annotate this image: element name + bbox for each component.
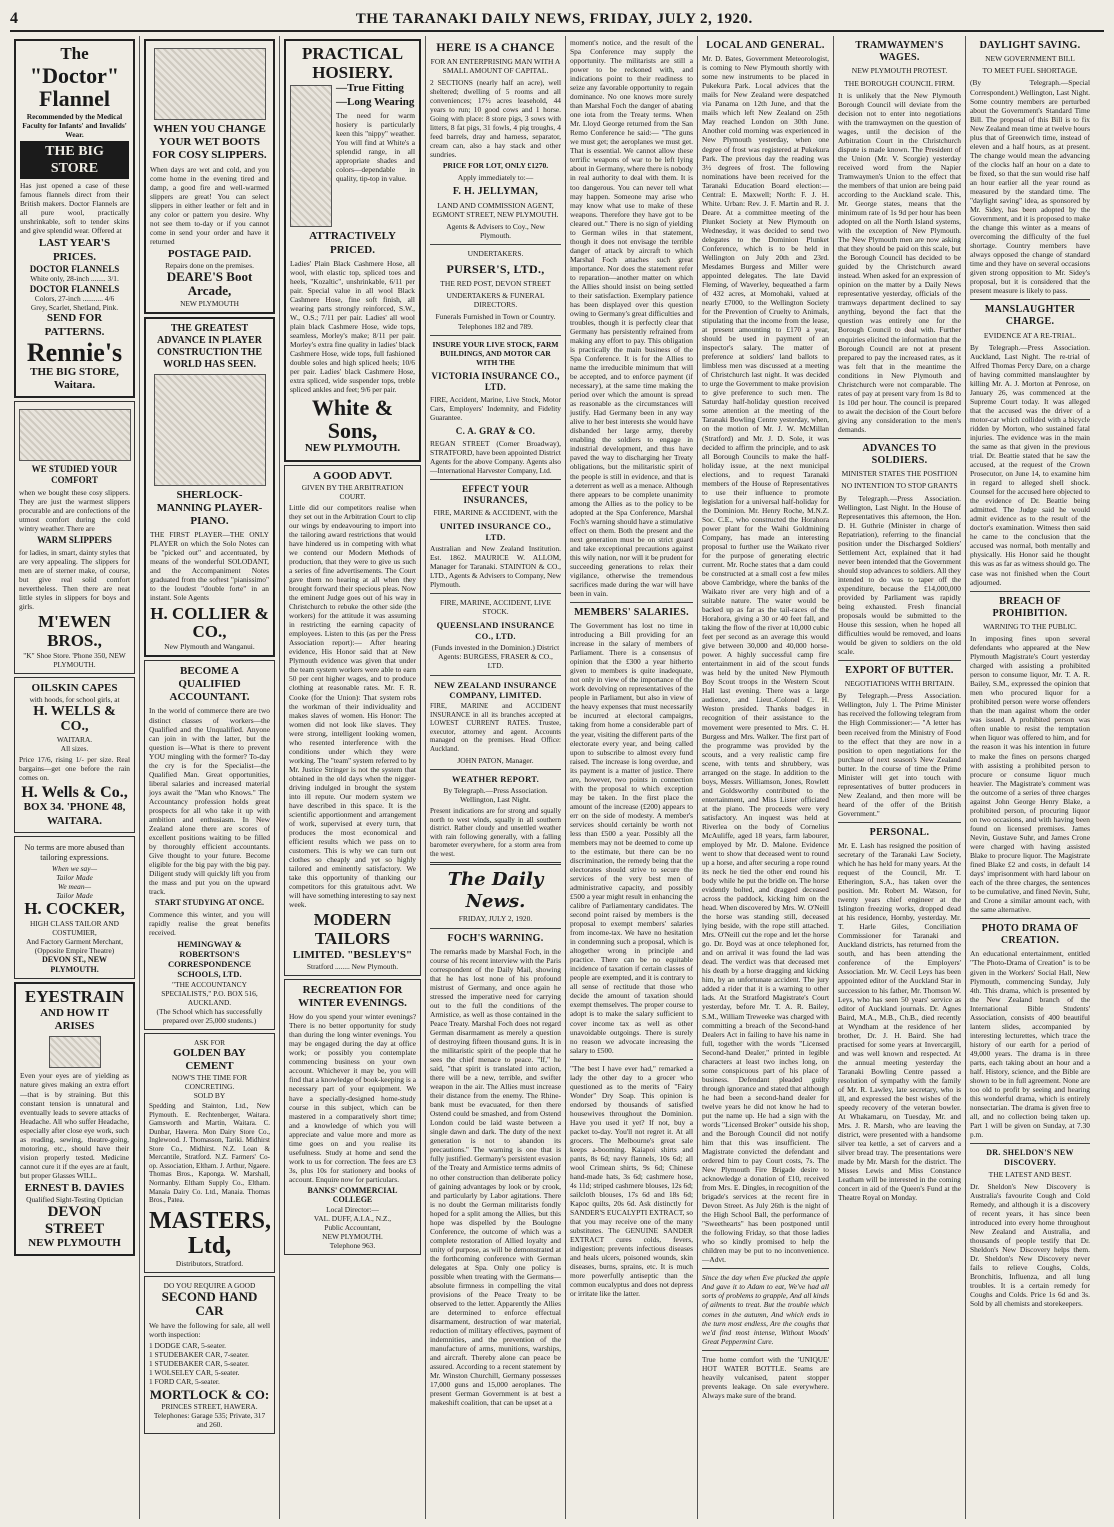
- flannel-line-2-price: Colors, 27-inch ........... 4/6: [34, 294, 115, 304]
- butter-sub: NEGOTIATIONS WITH BRITAIN.: [844, 679, 955, 689]
- oilskin-sub: with hoods, for school girls, at: [29, 694, 120, 704]
- mortlock-question: DO YOU REQUIRE A GOOD: [163, 1281, 256, 1290]
- column-3: [280, 36, 426, 1519]
- deare-body: When days are wet and cold, and you come home in the evening tired and damp, a good fire and well-warmed slippers are great! You can select slippers in either leather or felt and in any color or pattern you desire. Why not see them to-day or if you cannot come in send your order and have it returned: [150, 164, 269, 246]
- cocker-line-4: We mean—: [57, 882, 92, 892]
- accountant-ad: [144, 660, 275, 1030]
- columns: [10, 36, 1104, 1519]
- chance-price: PRICE FOR LOT, ONLY £1270.: [442, 161, 549, 171]
- editorial-body: The remarks made by Marshal Foch, in the course of his recent interview with the Paris correspondent of the Daily Mail, showing that he has lost none of his profound mistrust of Germany, and once again he stressed the imperative need for carrying out to the full the conditions of the Armistice, as well as those contained in the Peace Treaty. Marshal Foch does not regard German disarmament as merely a question of destroying fifteen thousand guns. It is in the militaristic spirit of the people that he sees the chief menace to peace. "If," he said, "that spirit is translated into action, there will be a new, terrible, and swifter weapon in the air. The Allies must increase their distance from the enemy. The Rhine-bank must be evacuated, for then there Ostend could be smashed, and from Ostend London could be laid waste between a single dawn and dark. The duty of the next generation is not to abandon its precautions." The warning is one that is fully justified. Germany's persistent evasion of the Treaty and Armistice terms admits of no other construction than deliberate policy of gaining advantages by look or by crook, and particularly by Labor agitations. There is no doubt the German militarists fondly hoped for a split among the Allies, but this hope was dispelled by the Boulogne Conference, the outcome of which was a complete restoration of Allied loyalty and unity of purpose, as will be demonstrated at the forthcoming conference with German delegates at Spa. Only one policy is possible when treating with the Germans—absolute firmness in compelling the vital provisions of the Peace Treaty to be observed to the letter. Apparently the Allies are determined to enforce effectual disarmament, destruction of war material, reduction of military effectives, payment of indemnities, and the prevention of the manufacture of arms, munitions, warships, and aircraft. Thereby alone can peace be assured. According to a recent statement by Mr. Winston Churchill, Germany possesses 17,000 guns and 15,000 aeroplanes. The present German Government is at best a makeshift coalition, that can be upset at a: [430, 946, 561, 1408]
- mcewen-heading: WE STUDIED YOUR COMFORT: [31, 464, 118, 486]
- cement-list: Spedding and Stainton, Ltd., New Plymouth. E. Rechtenberger, Waitara. Gamsworth and Martin, Waitara. C. Dunbar, Hawera. Mon Dairy Store Co., Inglewood. J. Thomasson, Tariki. Midhirst Store Co., Midhirst. N.Z. Loan & Mercantile, Stratford. N.Z. Farmers' Co-op. Association, Eltham. J. Arthur, Ngaere. Thomas Bros., Kaponga. W. Marshall, Normanby. Eltham Supply Co., Eltham. Manaia Dairy Co. Ltd., Manaia. Thomas Bros., Patea.: [149, 1102, 270, 1205]
- butter-body: By Telegraph.—Press Association. Wellington, July 1. The Prime Minister has received the following telegram from the High Commissioner:— "A letter has been received from the Ministry of Food to the effect that they are now in a position to open negotiations for the purchase of next season's New Zealand butter. In the course of time the Prime Minister will get into touch with representatives of butter producers in New Zealand, and then more will be heard of the offer of the British Government.": [838, 691, 961, 818]
- davies-sub: Qualified Sight-Testing Optician: [26, 1195, 123, 1204]
- eyestrain-body: Even your eyes are of yielding as nature gives making an extra effort—that is by straining. But this constant tension is unnatural and eventually leads to severe attacks of Headache. All who suffer Headache, especially after close eye work, such as reading, sewing, theatre-going, motoring, etc., should have their vision properly tested. Medicine cannot cure it if the eyes are at fault, but proper Glasses WILL.: [20, 1071, 129, 1180]
- hot-water-bottle-ad: True home comfort with the 'UNIQUE' HOT WATER BOTTLE. Seams are heavily vulcanised, patent stopper prevents leakage. On sale everywhere. Always make sure of the brand.: [702, 1354, 829, 1400]
- cocker-line-2: When we say—: [51, 864, 98, 874]
- masters-town: Distributors, Stratford.: [175, 1258, 244, 1268]
- sheldon-body: Dr. Sheldon's New Discovery is Australia's favourite Cough and Cold Remedy, and although it is a discovery of recent years, it has since been introduced into every home throughout New Zealand and Australia, and thousands of people testify that Dr. Sheldon's New Discovery helps them. Dr. Sheldon's New Discovery never fails to relieve Coughs, Colds, Bronchitis, Influenza, and all lung troubles. It is a certain remedy for Coughs and Colds. Price 1s 6d and 3s. Sold by all chemists and storekeepers.: [970, 1181, 1090, 1309]
- collier-ad: [144, 317, 275, 657]
- oilskin-ad: [14, 677, 135, 833]
- hosiery-tag-2: —Long Wearing: [336, 95, 415, 108]
- ad-doctor: "Doctor": [29, 62, 120, 88]
- queensland-heading: FIRE, MARINE, ACCIDENT, LIVE STOCK.: [439, 598, 552, 617]
- advances-sub: MINISTER STATES THE POSITION: [841, 469, 958, 479]
- tram-sub-2: THE BOROUGH COUNCIL FIRM.: [844, 78, 955, 88]
- column-2: [140, 36, 280, 1519]
- white-sons-name: White & Sons,: [311, 395, 394, 444]
- collier-name: H. COLLIER & CO.,: [150, 603, 269, 642]
- pursers-address: THE RED POST, DEVON STREET: [440, 278, 551, 288]
- deare-repairs: Repairs done on the premises.: [165, 261, 254, 271]
- eyestrain-heading: EYESTRAIN: [24, 987, 125, 1007]
- banks-body: How do you spend your winter evenings? There is no better opportunity for study than during the long winter evenings. You may be engaged during the day at office work; or possibly you contemplate commencing business on your own account. Whichever it may be, you will find that a knowledge of book-keeping is a necessary part of your equipment. We have a specially-designed home-study course in this subject, which can be mastered in a comparatively short time; and a knowledge of which you will appreciate and value more and more as time goes on and you realise its usefulness. Study at home and send the work to us for correction. The fees are £3 3s, plus 10s for stationery and books of account. Enquire now for particulars.: [289, 1012, 416, 1184]
- sheldon-heading: DR. SHELDON'S NEW DISCOVERY.: [986, 1148, 1074, 1167]
- banks-town: NEW PLYMOUTH.: [322, 1232, 383, 1242]
- last-year-prices: LAST YEAR'S PRICES.: [38, 237, 111, 263]
- prohibition-sub: WARNING TO THE PUBLIC.: [983, 621, 1077, 631]
- daily-news-date: FRIDAY, JULY 2, 1920.: [458, 914, 533, 924]
- hosiery-body: The need for warm hosiery is particularly keen this "nippy" weather. You will find at White's a splendid range, in all appropriate shades and colors—dependable in quality, tip-top in value.: [336, 110, 415, 183]
- besley-ad: [284, 465, 421, 976]
- cement-ad: [144, 1033, 275, 1273]
- wells-box: BOX 34. 'PHONE 48,: [23, 801, 126, 814]
- advances-body: By Telegraph.—Press Association. Wellington, Last Night. In the House of Representatives this afternoon, the Hon. D. H. Guthrie (Minister in charge of Repatriation), referring to the financial position under the Discharged Soldiers' Settlement Act, explained that it had never been intended that the Government should stop advances to soldiers. All they intended to do was to taper off the expenditure, because the £14,000,000 provided by Parliament was rapidly being exhausted. Fresh financial proposals would be submitted to the House this session, when he hoped all difficulties would be removed, and loans would be given to soldiers on the old scale.: [838, 493, 961, 657]
- slipper-illustration-icon: [19, 409, 131, 461]
- pursers-body: Funerals Furnished in Town or Country. Telephones 182 and 789.: [435, 312, 556, 331]
- sheldon-sub: THE LATEST AND BEST.: [988, 1169, 1072, 1179]
- collier-piano: SHERLOCK-MANNING PLAYER-PIANO.: [156, 488, 263, 528]
- manslaughter-sub: EVIDENCE AT A RE-TRIAL.: [983, 330, 1077, 340]
- mortlock-heading: SECOND HAND CAR: [161, 1289, 258, 1319]
- hosiery-tag-1: —True Fitting: [336, 82, 404, 95]
- butter-heading: EXPORT OF BUTTER.: [845, 665, 954, 677]
- banks-local: Local Director:—: [326, 1205, 379, 1214]
- stocking-illustration-icon: [290, 85, 332, 227]
- hosiery-priced: ATTRACTIVELY PRICED.: [309, 230, 396, 256]
- nzins-manager: JOHN PATON, Manager.: [457, 755, 534, 765]
- manslaughter-heading: MANSLAUGHTER CHARGE.: [984, 304, 1076, 328]
- chance-body: 2 SECTIONS (nearly half an acre), well sheltered; dwelling of 5 rooms and all conveniences; 17½ acres leasehold, 44 years to run; 10 good cows and 1 horse. Going with place: 8 store pigs, 3 sows with litters, 8 fat pigs, 31 fowls, 4 pig troughs, 4 feed barrels, dray and harness, separator, cream can, also a hay stack and other sundries.: [430, 77, 561, 160]
- accountant-start-body: Commence this winter, and you will rapidly realise the great benefits received.: [149, 909, 270, 937]
- gray-address: REGAN STREET (Corner Broadway), STRATFORD, have been appointed District Agents for the above Company. Agents also—International Harvester Company, Ltd.: [430, 439, 561, 476]
- deare-heading: WHEN YOU CHANGE YOUR WET BOOTS FOR COSY SLIPPERS.: [152, 123, 267, 162]
- car-item: 1 DODGE CAR, 5-seater.: [149, 1340, 226, 1350]
- besley-sub: GIVEN BY THE ARBITRATION COURT.: [301, 482, 404, 501]
- cocker-ad: [14, 836, 135, 980]
- ad-the: The: [60, 44, 89, 63]
- accountant-school-note: (The School which has successfully prepared over 25,000 students.): [156, 1006, 263, 1025]
- cement-ask: ASK FOR: [193, 1037, 225, 1047]
- white-sons-town: NEW PLYMOUTH.: [304, 442, 401, 455]
- small-ads: "The best I have ever had," remarked a lady the other day to a grocer who questioned as to the merits of "Fairy Wonder" Dry Soap. This opinion is endorsed by thousands of satisfied housewives throughout the Dominion. Have you used it yet? If not, buy a packet to-day. You'll not regret it. At all grocers. The Melbourne's great sale keeps a-booming. Kaiapoi shirts and pants, 8s 6d; navy flannels, 10s 6d; all wool Crimean shirts, 9s 6d; Chinese hand-made hats, 3s 6d; cashmere hose, 4s 11d; striped cashmere blouses, 12s 6d; sailcloth blouses, 17s 6d and 18s 6d; Kapoc quilts, 20s 6d. Ask distinctly for SANDER'S EUCALYPTI EXTRACT, so that you may receive one of the many substitutes. The GENUINE SANDER EXTRACT cures colds, fevers, indigestion; prevents infectious diseases and heals ulcers, poisoned wounds, skin diseases, burns, sprains, etc. It is much more powerfully antiseptic than the common eucalyptus and does not depress or irritate like the latter.: [570, 1063, 693, 1299]
- big-store-banner: THE BIG STORE: [20, 141, 129, 179]
- local-general-body: Mr. D. Bates, Government Meteorologist, is coming to New Plymouth shortly with some new instruments to be placed in Pukekura Park. Local advices that the mails for New Zealand were despatched via Panama on 12th June, and that the mails which left New Zealand on 25th May reached London on 30th June. Another cold morning was experienced in New Plymouth yesterday, when one degree of frost was registered at Pukekura Park. The previous day the reading was 3½ degrees of frost. The following nominations have been received for the Taranaki Education Board election:—Central: E. Maxwell; North: F. J. H. White. Urban: Rev. J. F. Martin and R. J. Deare. At a committee meeting of the Plunket Society at New Plymouth on Wednesday, it was decided to send two delegates to the Dominion Plunket Conference, which is to be held in Wellington on July 20th and 23rd. Mesdames Burgess and Miller were appointed delegates. The late David Fleming, of Waverley, bequeathed a farm of 432 acres, at Momohaki, valued at nearly £7000, to the Wellington Society for the Prevention of Cruelty to Animals, stipulating that the income from the lease, at present amounting to £170 a year, should be used in payment of an inspector's salary. The matter of preference at soldiers' land ballots to limbless men was discussed at a meeting of Christchurch last night. It was decided to urge the Government to make provision to give preference to such men. The Saturday half-holiday question received some attention at the meeting of the Taranaki Bowling Centre yesterday, when, on the motion of Mr. J. W. McMillan (Stratford) and Mr. J. D. Sole, it was decided to affirm the principle, and to ask all Borough Councils to make the half-holiday issue, at the next municipal elections, and to request Taranaki members of the House of Representatives to use their influence to promote legislation for a universal half-holiday for the Dominion. Mr. Henry Roche, M.N.Z. Soc. C.E., who constructed the Horahora power plant for the Waihi Goldmining Company, has made an interesting proposal to further use the Waikato river for the purpose of generating electric current. Mr. Roche states that a dam could be constructed at a small cost a few miles above Cambridge, where the banks of the Waikato river are very high and of a suitable nature. The water would be backed up as far as the tail-races of the Horahora, giving a 30 or 40 feet fall, and taking the flow of the river at 10,000 cubic feet per second as an average this would give between 30,000 and 40,000 horse-power. A highly successful camp fire entertainment in aid of the scout funds was held by the united New Plymouth Boy Scout troops in the Western Scout Hall last evening. There was a large audience, and Lieut.-Colonel C. H. Weston presided. Thanks badges in recognition of their assistance to the movement were presented to Mrs. C. H. Burgess and Mrs. Walker. The first part of the programme was provided by the scouts, and a very realistic camp fire scene, with tents and shrubbery, was arranged on the stage. In addition to the boys, Messrs. Williamson, Jones, Rowlett and Goldsworthy contributed to the entertainment, and Miss Lister officiated at the piano. The proceeds were very satisfactory. An inquest was held at Riverlea on the body of Cornelius McAuliffe, aged 18 years, farm labourer, employed by Mr. D. Malone. Evidence went to show that deceased went to round up a horse, and after securing a rope round its neck he tied the other end round his body while he put the bridle on. The horse evidently bolted, and dragged deceased across the paddock, kicking him on the head. When discovered by Mrs. W. O'Neill the horse was standing still, deceased lying beside, with the rope still attached. Mrs. O'Neill cut the rope and let the horse go. Dr. Boyd was at once telephoned for, and on arrival it was found the lad was dead. The verdict was that deceased met his death by a horse dragging and kicking him, by an unfortunate accident. The jury added a rider that it is a warning to other lads. At the Stratford Magistrate's Court yesterday, before Mr. T. A. R. Bailey, S.M., William Treweeke was charged with committing a breach of the Second-hand Dealers Act in failing to have his name in full, together with the words "Licensed Second-hand Dealer," printed in legible characters at least two inches long, on some conspicuous part of his place of business. Defendant pleaded guilty through ignorance and stated that although he had been a second-hand dealer for twelve years he did not know he had to put the name up. He had a sign with the words "Licensed Broker" outside his shop, and the Borough Council did not notify him that this was insufficient. The Magistrate convicted the defendant and ordered him to pay Court costs, 7s. The New Plymouth Fire Brigade desire to acknowledge a donation of £10, received from Mrs. E. Dingles, in recognition of the brigade's services at the recent fire in Devon Street. As July 26th is the night of the High School Ball, the performance of "Sweethearts" has been postponed until the following Friday, so that those ladies who so kindly promised to help the children may be put to no inconvenience.—Advt.: [702, 54, 830, 1265]
- photo-drama-body: An educational entertainment, entitled "The Photo-Drama of Creation" is to be given in the Workers' Social Hall, New Plymouth, commencing Sunday, July 4th. This drama, which is presented by the New Zealand branch of the International Bible Students' Association, consists of 400 beautiful lantern slides, accompanied by interesting lecturettes, which trace the history of our earth for a period of 49,000 years. The drama is in three parts, each taking about an hour and a half. History, science, and the Bible are shown to be in full agreement. None are too old to profit by seeing and hearing this wonderful drama, which is entirely nonsectarian. The drama is given free to all, and no collection being taken up. Part 1 will be given on Sunday, at 7.30 p.m.: [970, 949, 1090, 1140]
- mcewen-body-2: for ladies, in smart, dainty styles that are very appealing. The slippers for men are of sterner make, of course, but give real solid comfort nevertheless. Then there are neat little styles in slippers for boys and girls.: [19, 547, 130, 612]
- mortlock-telephone: Telephones: Garage 535; Private, 317 and 260.: [153, 1411, 266, 1430]
- pursers-name: PURSER'S, LTD.,: [446, 262, 545, 277]
- mortlock-intro: We have the following for sale, all well worth inspection:: [149, 1320, 270, 1339]
- nzins-body: FIRE, MARINE and ACCIDENT INSURANCE in all its branches accepted at LOWEST CURRENT RATES. Trustee, executor, attorney and agent. Accounts managed on the premises. Head Office: Auckland.: [430, 702, 561, 753]
- column-1: [10, 36, 140, 1519]
- player-piano-illustration-icon: [154, 374, 266, 486]
- eyestrain-ad: [14, 982, 135, 1256]
- cocker-sub-2: And Factory Garment Merchant, (Opposite Empire Theatre): [26, 937, 123, 956]
- weather-body: Present indications are for strong and squally north to west winds, squally in all southern district. Rather cloudy and unsettled weather with rain following generally, with a falling barometer everywhere, for a storm area from the west.: [430, 807, 561, 858]
- mcewen-address: "K" Shoe Store. 'Phone 350, NEW PLYMOUTH.: [23, 650, 126, 669]
- cocker-line-3: Tailor Made: [56, 873, 93, 883]
- white-sons-ad: [284, 39, 421, 462]
- accountant-heading: BECOME A QUALIFIED ACCOUNTANT.: [169, 664, 250, 704]
- cocker-sub: HIGH CLASS TAILOR AND COSTUMIER,: [30, 919, 119, 938]
- eye-illustration-icon: [49, 1036, 101, 1068]
- doctor-flannel-ad: [14, 39, 135, 398]
- car-item: 1 WOLSELEY CAR, 5-seater.: [149, 1367, 240, 1377]
- rennie-address: THE BIG STORE, Waitara.: [30, 366, 119, 392]
- collier-heading: THE GREATEST ADVANCE IN PLAYER CONSTRUCTION THE WORLD HAS SEEN.: [156, 322, 263, 370]
- mcewen-ad: [14, 401, 135, 673]
- flannel-line-2: DOCTOR FLANNELS: [29, 283, 120, 294]
- banks-name: BANKS' COMMERCIAL COLLEGE: [307, 1185, 398, 1205]
- members-body: The Government has lost no time in introducing a Bill providing for an increase in the salary of members of Parliament. There is a consensus of opinion that the £300 a year hitherto given to members is quite inadequate, not only in view of the importance of the work devolving on representatives of the people in Parliament, but also in view of the heavy expenses that must necessarily be incurred at electoral campaigns, taking from home a considerable part of the year, visiting the different parts of the electorate every year, and being called upon to subscribe to almost every fund raised. The increase is long overdue, and its payment is a matter of justice. There are, however, two points in connection with the proposal to which exception may be taken. In the first place the amount of the increase (£200) appears to err on the side of modesty. A member's services should certainly be worth not less than £500 a year. Possibly all the members may not be deemed to come up to the estimate, but there can be no discrimination, the remedy being that the electorates should strive to secure the services of the very best men of administrative capacity, and possibly £500 a year might result in enhancing the calibre of Parliamentary candidates. The second point raised by members is the proposal to exempt members' salaries from income-tax. We have no hesitation in condemning such a proposal, which is altogether wrong in principle and practice. There can be no equitable incidence of taxation if certain classes of people are exempted, and it is contrary to all sense of rectitude that those who decide the amount of taxation should exempt themselves. The proper course to adopt is to make the salary sufficient to cover income tax as well as other unavoidable outgoings. There is surely no reason we advocate increasing the salary to £500.: [570, 621, 693, 1055]
- advances-sub-2: NO INTENTION TO STOP GRANTS: [841, 481, 958, 491]
- weather-heading: WEATHER REPORT.: [451, 773, 539, 784]
- chance-apply: Apply immediately to:—: [457, 173, 534, 183]
- queensland-name: QUEENSLAND INSURANCE CO., LTD.: [436, 620, 555, 641]
- banks-heading: RECREATION FOR WINTER EVENINGS.: [298, 983, 407, 1010]
- editorial-continued: moment's notice, and the result of the Spa Conference may supply the opportunity. The militarists are still a power to be reckoned with, and indications point to their readiness to seize any favorable opportunity to regain dominance. No one knows more surely than Marshal Foch the danger of abating one iota from the Treaty terms. When Mr. Lloyd George returned from the San Remo Conference he said:— "The guns we must get; the aeroplanes we must get. That is essential. We cannot allow these terrific weapons of war to be left lying about in Germany, where there is nobody in real authority to deal with them. It is too dangerous. You can never tell what may happen. Someone may arise who may know what use to make of these weapons. Therefore they have got to be cleared out." There is no sign of yielding to German wiles in that statement, though it does not envisage the terrible danger of attack by aircraft to which Marshal Foch attaches such great importance. Nor does the statement refer to reparation—another matter on which the Allies should insist on being settled to their satisfaction. Exemplary patience has been displayed over this question owing to Germany's great difficulties and troubles, though it is perfectly clear that Germany has persistently refrained from making any effort to pay. This obligation is practically the main business of the Spa Conference. It is for the Allies to name the irreducible minimum that will be accepted, and to enforce payment (if necessary), at the same time making the period over which the amount is spread as reasonable as the circumstances will justify. Had Germany been in any way alive to her best interests she would have disbanded her large army, thereby enabling the soldiers to engage in industrial development, and thus have paved the way to discharging her Treaty obligations, but the militaristic spirit of the people is still in evidence, and that is a deterrent as well as a menace. Although there appears to be complete unanimity among the Allies as to the policy to be adopted at the Spa Conference, Marshal Foch's warning should have a stimulative effect on them. Both the present and the next generation must be on strict guard and take exceptional precautions against this wily nation, nor will it be prudent for succeeding generations to relax their vigilance, otherwise the tremendous sacrifices made during the war will have been in vain.: [570, 38, 693, 598]
- collier-town: New Plymouth and Wanganui.: [164, 641, 255, 651]
- victoria-heading: INSURE YOUR LIVE STOCK, FARM BUILDINGS, AND MOTOR CAR WITH THE: [432, 339, 559, 367]
- pursers-sub: UNDERTAKERS & FUNERAL DIRECTORS.: [446, 291, 545, 310]
- chance-sub: FOR AN ENTERPRISING MAN WITH A SMALL AMOUNT OF CAPITAL.: [430, 56, 561, 75]
- prohibition-body: In imposing fines upon several defendants who appeared at the New Plymouth Magistrate's Court yesterday charged with assisting a prohibited person to consume liquor, Mr. T. A. R. Bailey, S.M., expressed the opinion that men who procured liquor for a prohibited person were worse offenders than the man against whom the order was issued. A prohibited person was often unable to resist the temptation when liquor was offered to him, and for the reason it was his intention in future to make the fines on persons charged with assisting a prohibited person to procure or consume liquor much heavier. The Magistrate's comment was the outcome of a series of three charges against John George Henry Blake, a prohibited person, of procuring liquor on two occasions, and with having been found on licensed premises. James Nevin, Gustave Suhr, and James Crone were charged with having assisted Blake to procure liquor. The Magistrate fined Blake £2 and costs, in default 14 days' imprisonment with hard labour on each of the three charges, the sentences to be cumulative, and fined Nevin, Suhr, and Crone a similar amount each, with the same alternative.: [970, 634, 1090, 915]
- mortlock-ad: [144, 1276, 275, 1434]
- queensland-body: (Funds invested in the Dominion.) District Agents: BURGESS, FRASER & CO., LTD.: [431, 643, 560, 671]
- weather-dateline: By Telegraph.—Press Association. Wellington, Last Night.: [443, 786, 548, 805]
- advances-heading: ADVANCES TO SOLDIERS.: [862, 442, 937, 467]
- united-sub: FIRE, MARINE & ACCIDENT, with the: [433, 508, 558, 518]
- cement-now: NOW'S THE TIME FOR CONCRETING.: [171, 1073, 248, 1092]
- wells-town: WAITARA.: [56, 734, 93, 744]
- banks-ad: [284, 979, 421, 1255]
- masthead: [10, 8, 1104, 32]
- gray-name: C. A. GRAY & CO.: [455, 426, 536, 437]
- car-item: 1 STUDEBAKER CAR, 7-seater.: [149, 1349, 249, 1359]
- flannel-line-1-price: White only, 28-inch ........ 3/1.: [30, 274, 119, 284]
- tram-sub: NEW PLYMOUTH PROTEST.: [851, 66, 948, 76]
- united-name: UNITED INSURANCE CO., LTD.: [439, 521, 552, 542]
- chance-heading: HERE IS A CHANCE: [436, 40, 555, 54]
- oilskin-sizes: All sizes.: [60, 743, 89, 753]
- deare-postage: POSTAGE PAID.: [167, 247, 252, 260]
- victoria-name: VICTORIA INSURANCE CO., LTD.: [431, 371, 560, 393]
- column-5: [566, 36, 698, 1519]
- davies-name: ERNEST B. DAVIES: [24, 1181, 125, 1194]
- page-number: 4: [10, 10, 19, 27]
- flannel-line-2-colors: Grey, Scarlet, Shetland, Pink.: [30, 303, 119, 313]
- mcewen-name: M'EWEN BROS.,: [38, 612, 111, 650]
- deare-town: NEW PLYMOUTH: [180, 298, 239, 308]
- ad-body: Has just opened a case of these famous flannels direct from their British makers. Doctor Flannels are all pure wool, practically unshrinkable, soft to tender skins and give splendid wear. Offered at: [20, 181, 129, 236]
- deare-ad: [144, 39, 275, 314]
- oilskin-heading: OILSKIN CAPES: [31, 681, 118, 694]
- daylight-body: (By Telegraph.—Special Correspondent.) Wellington, Last Night. Some country members are perturbed about the Government's Standard Time Bill. The proposal of this Bill is to fix New Zealand mean time at twelve hours plus that of Greenwich time, instead of eleven and a half hours, as at present. The change would mean the advancing of the clocks half an hour on a date to be fixed, so that the sun would rise half an hour earlier all the year round as measured by the standard time. The "daylight saving" idea, as sponsored by Mr. Sidey, has been adopted by the Government, and it is proposed to make the change this winter as a means of overcoming the difficulty of the fuel shortage. Country members have always opposed the change of standard time and they have on several occasions given strong opposition to Mr. Sidey's proposal, but it is considered that the present measure is likely to pass.: [970, 78, 1090, 296]
- daylight-sub: NEW GOVERNMENT BILL: [985, 54, 1075, 64]
- prohibition-heading: BREACH OF PROHIBITION.: [992, 595, 1068, 619]
- peppermint-rhyme: Since the day when Eve plucked the apple And gave it to Adam to eat, We've had all sorts of problems to grapple, And all kinds of ailments to treat. But the trouble which comes in the autumn, And which ends in the turn most endless, Are the coughs that we'd find most intense, Without Woods' Great Peppermint Cure.: [702, 1273, 829, 1346]
- column-7: [834, 36, 966, 1519]
- cement-sold: SOLD BY: [193, 1091, 226, 1101]
- masthead-title: THE TARANAKI DAILY NEWS, FRIDAY, JULY 2, 1920.: [355, 10, 753, 27]
- mortlock-address: PRINCES STREET, HAWERA.: [161, 1402, 258, 1412]
- personal-heading: PERSONAL.: [869, 826, 930, 838]
- boot-illustration-icon: [154, 48, 266, 120]
- flannel-line-1: DOCTOR FLANNELS: [29, 263, 120, 274]
- besley-heading: A GOOD ADVT.: [313, 469, 392, 482]
- davies-town: NEW PLYMOUTH: [28, 1237, 121, 1250]
- besley-body: Little did our competitors realise when they set out in the Arbitration Court to clip our wings by endeavouring to import into the tailoring award restrictions that would have hindered us in competing with what we contend our Modern Methods of production, that they were to give us such a series of fine advertisements. The Court gave them no hearing at all when they brought forward their specious pleas. Now the eminent Judge goes out of his way in Christchurch to rebuke the other side (the workers) for the attitude it was assuming in restricting the earning capacity of employees. Listen to this (as per the Press Association report):— After hearing evidence, His Honor said that at New Plymouth evidence was given that under the team system workers were able to earn 50 per cent higher wages, and to produce clothing at reasonable rates. Mr. F. R. Cooke (for the Union): That system robs the workman of their individuality and makes slaves of women. His Honor: The women did not look like slaves. They were strong, intelligent looking women, who resented interference with the conditions under which they were working. The "team" system referred to by Mr. Justice Stringer is not the system that obtained in the old days when the nigger-driving indulged in brought the system into ill repute. Our modern system we have described in this space. It is the scientific apportionment and arrangement of work, supervised at every turn, that produces the most economical and efficient results which we pass on to customers. This is why we can turn out clothes so cheaply and yet so highly tailored and eminently satisfactory. We take this opportunity of thanking our competitors for this gratuitous advt. We will have something interesting to say next week.: [289, 502, 416, 910]
- wells-town-2: WAITARA.: [46, 814, 103, 827]
- hosiery-heading: PRACTICAL HOSIERY.: [301, 44, 404, 82]
- mcewen-body: when we bought these cosy slippers. They are just the warmest slippers procurable and are confections of the utmost comfort during the cold wintry weather. There are: [19, 488, 130, 534]
- column-6: [698, 36, 834, 1519]
- besley-ltd: LIMITED. "BESLEY'S": [292, 948, 413, 961]
- warm-slippers: WARM SLIPPERS: [37, 535, 112, 546]
- accountant-school: HEMINGWAY & ROBERTSON'S CORRESPONDENCE SCHOOLS, LTD.: [167, 938, 252, 980]
- daily-news-title: The Daily News.: [447, 869, 544, 913]
- cocker-line-1: No terms are more abused than tailoring expressions.: [24, 842, 125, 862]
- cocker-line-5: Tailor Made: [56, 891, 93, 901]
- photo-drama-heading: PHOTO DRAMA OF CREATION.: [981, 923, 1079, 947]
- banks-director: VAL. DUFF, A.I.A., N.Z.,: [313, 1214, 392, 1224]
- editorial-heading: FOCH'S WARNING.: [447, 932, 544, 944]
- united-body: Australian and New Zealand Institution. Est. 1862. MAURICE W. ALLOM, Manager for Taranaki. STAINTON & CO., LTD., Agents & Advisers to Company, New Plymouth.: [430, 544, 561, 590]
- personal-body: Mr. E. Lash has resigned the position of secretary of the Taranaki Law Society, which he has held for many years. At the request of the Council, Mr. T. Etherington, S.A., has taken over the position. Mr. Robert M. Watson, for twenty years chief engineer at the Islington freezing works, dropped dead at his residence, Hornby, yesterday. Mr. T. Harle Giles, Conciliation Commissioner for Taranaki and Auckland districts, has returned from the south, and has been attending the conference of the Employers' Association. Mr. W. Cecil Leys has been appointed editor of the Auckland Star in succession to his father, Mr. Thomson W. Leys, who has seen 50 years' service as editor of Auckland journals. Dr. Agnes Baird, M.A., M.B., Ch.B., died recently at Wyndham at the residence of her brother, Dr. J. H. Baird. She had practised for some years at Invercargill, and was well known and respected. At the annual meeting yesterday the Taranaki Bowling Centre passed a resolution of sympathy with the family of Mr. R. Lawley, late secretary, who is ill, and expressed the best wishes of the speedy recovery of the veteran bowler. At Whakamaru, on Tuesday, Mr. and Mrs. J. R. Marsh, who are leaving the district, were presented with a handsome silver tea kettle, a set of carvers and a silver bread tray. The presentations were made by Mr. Marsh for the district. The Misses Lewis and Miss Constance Leatham will be interested in the coming concert in aid of the Queen's Fund at the Theatre Royal on Monday.: [838, 841, 961, 1203]
- tram-heading: TRAMWAYMEN'S WAGES.: [855, 40, 944, 64]
- cocker-address: DEVON ST., NEW PLYMOUTH.: [41, 955, 108, 974]
- wells-name: H. WELLS & CO.,: [33, 703, 116, 735]
- deare-name: DEARE'S Boot Arcade,: [166, 269, 253, 299]
- accountant-school-sub: "THE ACCOUNTANCY SPECIALISTS," P.O. BOX 516, AUCKLAND.: [161, 979, 258, 1007]
- daylight-heading: DAYLIGHT SAVING.: [979, 40, 1081, 51]
- mortlock-name: MORTLOCK & CO:: [149, 1386, 270, 1402]
- banks-pa: Public Accountant,: [324, 1223, 381, 1233]
- eyestrain-sub: AND HOW IT ARISES: [40, 1007, 109, 1033]
- car-item: 1 STUDEBAKER CAR, 5-seater.: [149, 1358, 249, 1368]
- cocker-name: H. COCKER,: [24, 899, 125, 919]
- manslaughter-body: By Telegraph.—Press Association. Auckland, Last Night. The re-trial of Alfred Thomas Percy Dare, on a charge of having committed manslaughter by killing Mr. A. J. Morton at Penrose, on January 26, was commenced at the Supreme Court today. It was alleged that the accused was the driver of a motor-car which collided with a bicycle ridden by Morton, who sustained fatal injuries. The evidence was in the main the same as that given in the previous trial. Dr. Beattie stated that he saw the accused, at the request of the Crown Prosecutor, on June 14, to examine him in regard to alleged shell shock. Counsel for the accused here objected to the evidence of Dr. Beattie being admitted. The Judge said he would admit evidence as to the result of the doctor's examination. Witness then said he came to the conclusion that the accused was normal, both mentally and physically. His Honor said he thought this was as far as witness should go. The case was not finished when the Court adjourned.: [970, 342, 1090, 587]
- besley-town: Stratford ........ New Plymouth.: [306, 961, 399, 971]
- car-list: [149, 1341, 270, 1386]
- ad-flannel: Flannel: [39, 85, 110, 111]
- wells-name-2: H. Wells & Co.,: [21, 783, 128, 801]
- daylight-sub-2: TO MEET FUEL SHORTAGE.: [982, 66, 1078, 76]
- members-heading: MEMBERS' SALARIES.: [574, 606, 689, 618]
- send-patterns: SEND FOR PATTERNS.: [44, 312, 105, 338]
- accountant-body: In the world of commerce there are two distinct classes of workers—the Qualified and the Unqualified. Anyone can join in with the latter, but the question is—What is there to prevent YOU mingling with the former? To-day the cry is for the Specialist—the Qualified Man. Great opportunities, liberal salaries and increased material joys await the "Man who Knows." The Accountancy profession holds great prospects for all who take it up with ambition and enthusiasm. In New Zealand alone there are scores of excellent positions waiting to be filled by thoroughly efficient accountants. Give thought to your future. Become eligible for the big pay with the big pay. Diligent study will quickly lift you from the mass and put you on the upward track.: [149, 706, 270, 897]
- accountant-start: START STUDYING AT ONCE.: [155, 898, 264, 908]
- united-heading: EFFECT YOUR INSURANCES,: [461, 484, 530, 506]
- collier-body: THE FIRST PLAYER—THE ONLY PLAYER on which the Solo Notes can be "picked out" and accentuated, by means of the wonderful SOLODANT, and the Accompaniment Notes graduated from the softest "pianissimo" to the loudest "double forte" in an instant. Sole Agents: [150, 530, 269, 603]
- davies-address: DEVON STREET: [44, 1204, 105, 1237]
- nzins-name: NEW ZEALAND INSURANCE COMPANY, LIMITED.: [434, 679, 557, 700]
- besley-name: MODERN TAILORS: [313, 910, 392, 948]
- victoria-body: FIRE, Accident, Marine, Live Stock, Motor Cars, Employers' Indemnity, and Fidelity Guarantee.: [430, 395, 561, 423]
- jellyman-agents: Agents & Advisers to Coy., New Plymouth.: [446, 221, 545, 241]
- rennie-logo: Rennie's: [26, 337, 123, 367]
- cement-name: GOLDEN BAY CEMENT: [173, 1046, 246, 1072]
- hosiery-list: Ladies' Plain Black Cashmere Hose, all wool, with elastic top, spliced toes and heels, "Kozaltic", unshrinkable, 6/11 per pair. Special value in all wool Black Cashmere Hose, fine soft finish, all wearing parts strongly reinforced, S.W., W., O.S.; 7/11 per pair. Ladies' all wool plain black Cashmere Hose, wide tops, seamless, Morley's make; 8/11 per pair. Morley's extra fine quality in ladies' black Cashmere Hose, wide tops, full fashioned double soles and high spliced heels; 10/6 per pair. Ladies' black Cashmere Hose, extra spliced, wide suspender tops, treble spliced ankles and feet; 9/6 per pair.: [290, 258, 415, 395]
- local-general-heading: LOCAL AND GENERAL.: [706, 40, 825, 51]
- ad-recommended: Recommended by the Medical Faculty for Infants' and Invalids' Wear.: [22, 111, 127, 139]
- undertakers-heading: UNDERTAKERS.: [467, 249, 524, 259]
- car-item: 1 FORD CAR, 5-seater.: [149, 1376, 220, 1386]
- jellyman-name: F. H. JELLYMAN,: [452, 186, 539, 198]
- column-8: [966, 36, 1094, 1519]
- masters-name: MASTERS, Ltd,: [149, 1207, 272, 1259]
- jellyman-sub: LAND AND COMMISSION AGENT, EGMONT STREET, NEW PLYMOUTH.: [432, 200, 559, 219]
- oilskin-price: Price 17/6, rising 1/- per size. Real bargains—get one before the rain comes on.: [19, 754, 130, 782]
- banks-telephone: Telephone 963.: [329, 1241, 376, 1251]
- column-4: [426, 36, 566, 1519]
- tram-body: It is unlikely that the New Plymouth Borough Council will deviate from the decision not to enter into negotiations with the tramwaymen on the question of wages, until the decision of the Arbitration Court in the Christchurch dispute is made known. The President of the Union (Mr. V. Scorgie) yesterday received word from the Napier Tramwaymen's Union to the effect that the members of that union are being paid according to the Auckland scale. This, Mr. George states, means that the minimum rate of 1s 9d per hour has been adopted on all the North Island systems, with the exception of New Plymouth. The New Plymouth men are now asking that they should be paid on this scale, but the Borough Council has decided to be guided by the Christchurch award instead. When asked for an expression of opinion on the matter by a Daily News representative yesterday, officials of the tramways department declined to say anything, beyond the fact that the question was entirely one for the Borough Council to deal with. Further enquiries elicited the information that the Borough Council are not at present prepared to pay the increased rates, as it was felt that in the meantime the conditions in New Plymouth and Christchurch were not comparable. The rates of pay at present vary from 1s 8d to 1s 10d per hour. The council is prepared to await the decision of the Court before giving any consideration to the men's demands.: [838, 90, 961, 434]
